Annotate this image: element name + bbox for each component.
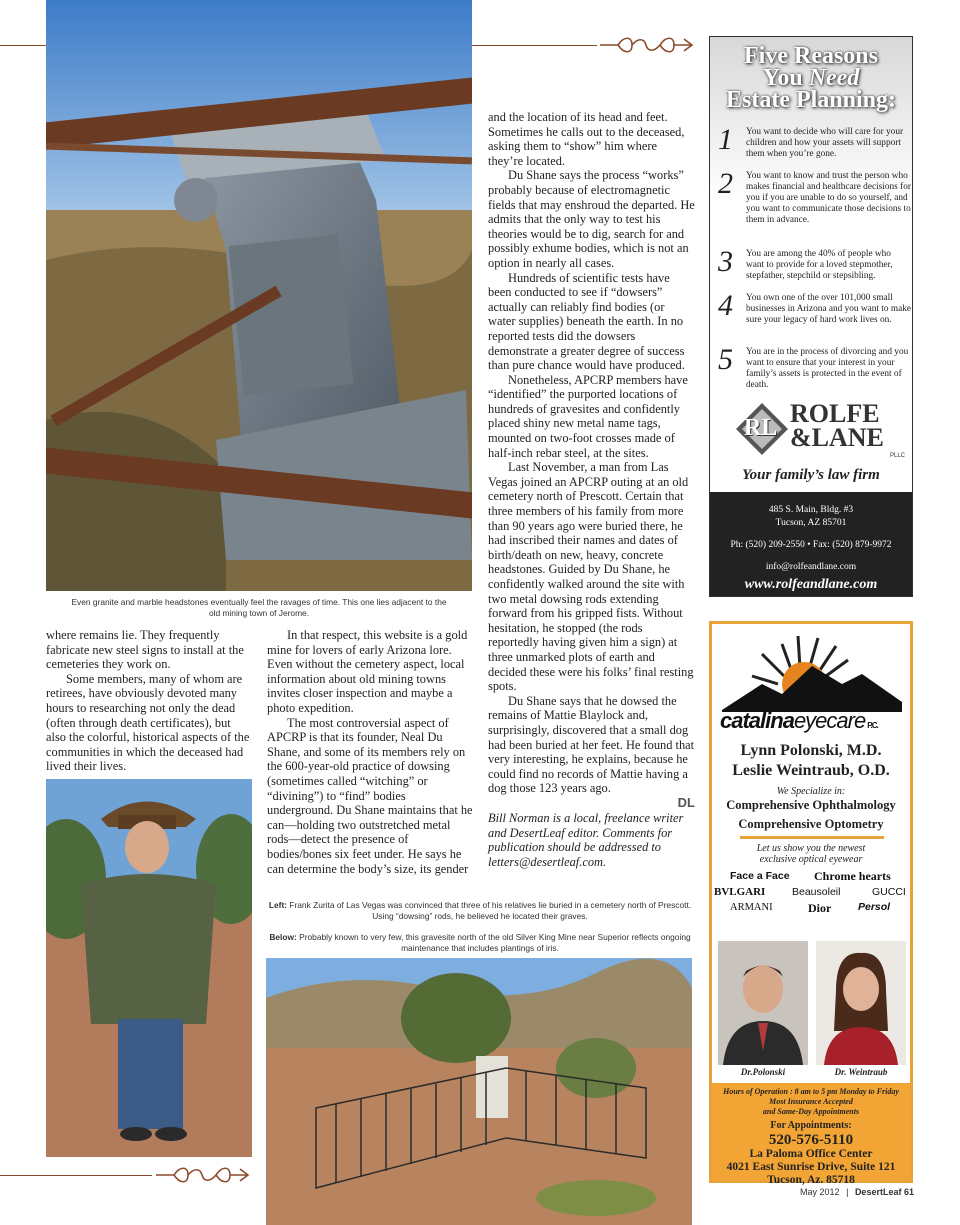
article-column-left: [46, 628, 252, 774]
doctor-name: Lynn Polonski, M.D.: [740, 742, 882, 759]
orange-divider: [740, 836, 884, 839]
article-column-right: [488, 110, 695, 869]
reason-item: [718, 245, 908, 291]
appointments-label: For Appointments:: [770, 1120, 852, 1131]
office-address: 4021 East Sunrise Drive, Suite 121: [726, 1161, 896, 1173]
article-paragraph: In that respect, this website is a gold mine for lovers of early Arizona lore. Even without the cemetery aspect, local information about old mining towns invites closer inspection and maybe a photo expedition.: [267, 628, 468, 715]
doctor-photo-label: Dr. Weintraub: [834, 1067, 888, 1077]
reason-number: 2: [718, 167, 733, 200]
caption-label: Left:: [268, 900, 288, 910]
eyewear-brand: GUCCI: [872, 886, 906, 898]
firm-address: 485 S. Main, Bldg. #3: [768, 505, 854, 515]
specialty: Comprehensive Optometry: [738, 817, 884, 831]
top-flourish-ornament: [598, 34, 694, 60]
article-paragraph: where remains lie. They frequently fabricate new steel signs to install at the cemeteries they work on.: [46, 628, 244, 672]
reason-item: [718, 289, 911, 345]
article-paragraph: Du Shane says the process “works” probably because of electromagnetic fields that may enshroud the departed. He admits that the only way to test his theories would be to dig, search for and possibly exhume bodies, which is not an option in nearly all cases.: [488, 168, 695, 270]
top-left-rule: [0, 45, 46, 46]
eyewear-brand: BVLGARI: [714, 886, 766, 898]
reason-item: [718, 123, 908, 171]
headstone-caption: Even granite and marble headstones eventually feel the ravages of time. This one lies adjacent to the old mining town of Jerome.: [71, 597, 447, 618]
brand-suffix: P.C.: [867, 721, 878, 730]
eyewear-promo: Let us show you the newest: [756, 843, 866, 854]
article-paragraph: Nonetheless, APCRP members have “identified” the purported locations of hundreds of gravesites and confidently placed shiny new metal name tags, mounted on two-foot crosses made of half-inch rebar steel, at the sites.: [488, 372, 688, 460]
firm-phone: Ph: (520) 209-2550 • Fax: (520) 879-9972: [730, 540, 892, 550]
eyewear-promo: exclusive optical eyewear: [759, 854, 863, 865]
doctor-name: Leslie Weintraub, O.D.: [732, 762, 890, 779]
reason-number: 5: [718, 343, 733, 376]
gravesite-photo: [266, 958, 692, 1225]
reason-text: You want to know and trust the person who makes financial and healthcare decisions for you if you are unable to do so yourself, and you want to communicate those decisions to them in advance.: [746, 171, 911, 225]
firm-suffix: PLLC: [890, 453, 906, 459]
appointments-phone[interactable]: 520-576-5110: [768, 1132, 854, 1148]
sun-mountain-logo-icon: [722, 632, 902, 712]
eyewear-brand: Beausoleil: [792, 886, 841, 898]
doctor-photo: [816, 941, 906, 1065]
insurance-note: Most Insurance Accepted: [769, 1097, 853, 1106]
ad-headline-word: You: [762, 65, 809, 91]
caption-label: Below:: [269, 932, 297, 942]
estate-planning-ad[interactable]: [709, 36, 913, 597]
eyewear-brand: Dior: [808, 901, 832, 915]
firm-contact-block: [710, 492, 912, 596]
left-photo-caption: [266, 900, 694, 922]
reason-number: 4: [718, 289, 733, 322]
office-name: La Paloma Office Center: [749, 1148, 873, 1160]
office-hours: Hours of Operation : 8 am to 5 pm Monday to Friday: [723, 1087, 899, 1096]
firm-website-link[interactable]: www.rolfeandlane.com: [744, 577, 878, 592]
eyewear-brand: Persol: [858, 901, 891, 913]
below-photo-caption: [266, 932, 694, 954]
doctor-photo-label: Dr.Polonski: [740, 1067, 786, 1077]
page-footer: [800, 1187, 914, 1197]
issue-date: May 2012: [800, 1187, 840, 1197]
ad-headline-line: Estate Planning:: [725, 87, 896, 113]
ad-headline-line: Five Reasons: [744, 43, 878, 69]
rolfe-lane-logo: [734, 401, 904, 463]
firm-address: Tucson, AZ 85701: [775, 518, 847, 528]
reason-number: 3: [718, 245, 733, 278]
author-bio: Bill Norman is a local, freelance writer and DesertLeaf editor. Comments for publication should be addressed to letters@desertleaf.com.: [488, 810, 684, 869]
article-paragraph: and the location of its head and feet. Sometimes he calls out to the deceased, asking them to “show” him where they’re located.: [488, 110, 685, 168]
eyewear-brand: Face a Face: [730, 870, 790, 882]
firm-name-line: ROLFE: [790, 399, 880, 428]
reason-item: [718, 343, 909, 397]
article-column-middle: [267, 628, 473, 876]
catalina-eyecare-ad[interactable]: [709, 621, 913, 1186]
logo-monogram: RL: [744, 415, 778, 441]
ad-headline-line: [710, 67, 912, 89]
reason-text: You are among the 40% of people who want to provide for a loved stepmother, stepfather, stepchild or stepsibling.: [746, 249, 893, 281]
brand-word: catalina: [720, 708, 794, 733]
article-paragraph: Du Shane says that he dowsed the remains of Mattie Blaylock and, surprisingly, discovered that a small dog had been buried at her feet. He found that very interesting, he explains, because he could find no records of Mattie having a dog those 123 years ago.: [488, 693, 695, 796]
reason-item: [718, 167, 911, 247]
headstone-photo: [46, 0, 472, 591]
article-paragraph: Some members, many of whom are retirees, have obviously devoted many hours to researching not only the dead (often through death certificates), but also the colorful, historical aspects of the communities in which the deceased had lived their lives.: [46, 671, 250, 774]
insurance-note: and Same-Day Appointments: [762, 1107, 860, 1116]
article-paragraph: Last November, a man from Las Vegas joined an APCRP outing at an old cemetery north of Prescott. Certain that three members of his family from more than 90 years ago were buried there, he had inscribed their names and dates of birth/death on new, heavy, concrete headstones. Guided by Du Shane, he confidently walked around the site with two metal dowsing rods extending forward from his gripped fists. Without hesitation, he stopped (the rods reportedly having given him a sign) at three unmarked plots of earth and decided these were his folks’ final resting spots.: [488, 460, 694, 694]
reason-text: You own one of the over 101,000 small businesses in Arizona and you want to make sure your legacy of hard work lives on.: [746, 293, 911, 325]
bottom-left-rule: [0, 1175, 152, 1176]
dowsing-man-photo: [46, 779, 252, 1157]
eyecare-brand: [720, 708, 910, 734]
office-city: Tucson, Az. 85718: [767, 1174, 855, 1186]
reason-number: 1: [718, 123, 733, 156]
caption-text: Frank Zurita of Las Vegas was convinced that three of his relatives lie buried in a cemetery north of Prescott. Using “dowsing” rods, he believed he located their graves.: [289, 900, 692, 921]
firm-tagline: Your family’s law firm: [742, 467, 880, 483]
magazine-name: DesertLeaf: [854, 1187, 902, 1197]
specialty: Comprehensive Ophthalmology: [726, 798, 896, 812]
eyewear-brand: Chrome hearts: [814, 869, 891, 883]
eyewear-brand: ARMANI: [730, 902, 773, 913]
reason-text: You want to decide who will care for your children and how your assets will support them when you’re gone.: [746, 127, 904, 159]
article-paragraph: Hundreds of scientific tests have been conducted to see if “dowsers” actually can reliably find bodies (or water supplies) beneath the earth. In no reported tests did the dowsers demonstrate a greater degree of success than pure chance would have produced.: [488, 270, 685, 373]
brand-word: eyecare: [793, 708, 866, 733]
bottom-flourish-ornament: [154, 1164, 250, 1190]
article-paragraph: The most controversial aspect of APCRP is that its founder, Neal Du Shane, and some of its members rely on the 600-year-old practice of dowsing (sometimes called “witching” or “divining”) to “find” bodies underground. Du Shane maintains that he can—holding two outstretched metal rods—detect the presence of bodies/bones six feet under. He says he can determine the body’s size, its gender: [267, 715, 473, 876]
doctor-photo: [718, 941, 808, 1065]
caption-text: Probably known to very few, this gravesite north of the old Silver King Mine near Superior reflects ongoing maintenance that includes plantings of iris.: [299, 932, 691, 953]
eyecare-contact-block: [712, 1083, 910, 1186]
footer-separator: |: [846, 1187, 849, 1197]
reason-text: You are in the process of divorcing and you want to ensure that your interest in your family’s assets is protected in the event of death.: [746, 347, 909, 390]
page-number: 61: [903, 1187, 914, 1197]
specialize-label: We Specialize in:: [776, 786, 846, 797]
ad-headline: [710, 45, 912, 111]
firm-name-line: &LANE: [790, 423, 884, 452]
end-mark: DL: [677, 794, 695, 810]
firm-email[interactable]: info@rolfeandlane.com: [765, 562, 857, 572]
ad-headline-emphasis: Need: [808, 65, 860, 91]
top-right-rule: [472, 45, 597, 46]
